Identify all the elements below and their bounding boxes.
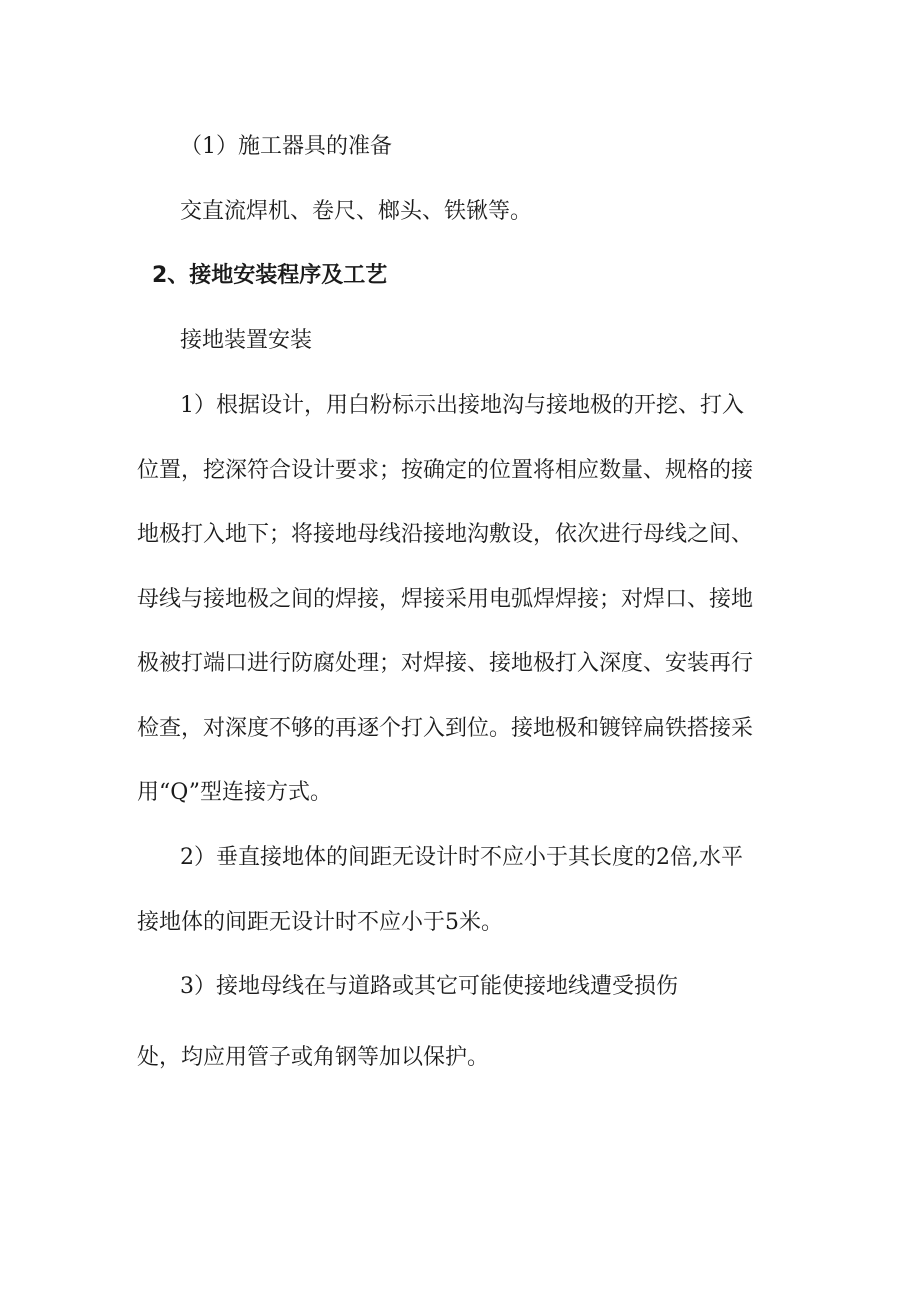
- para3-line-1: 3）接地母线在与道路或其它可能使接地线遭受损伤: [180, 974, 678, 999]
- item1-body: 交直流焊机、卷尺、榔头、铁锹等。: [180, 199, 533, 224]
- para1-line-7: 用“Q”型连接方式。: [137, 780, 332, 805]
- item1-heading: （1）施工器具的准备: [180, 134, 392, 159]
- para2-line-2: 接地体的间距无设计时不应小于5米。: [137, 910, 503, 935]
- para1-line-1: 1）根据设计，用白粉标示出接地沟与接地极的开挖、打入: [180, 393, 744, 418]
- para1-line-2: 位置，挖深符合设计要求；按确定的位置将相应数量、规格的接: [137, 458, 754, 483]
- para3-line-2: 处，均应用管子或角钢等加以保护。: [137, 1045, 490, 1070]
- para1-line-3: 地极打入地下；将接地母线沿接地沟敷设，依次进行母线之间、: [137, 522, 754, 547]
- subheading: 接地装置安装: [180, 328, 313, 353]
- section-heading: 2、接地安装程序及工艺: [152, 263, 388, 288]
- para1-line-4: 母线与接地极之间的焊接，焊接采用电弧焊焊接；对焊口、接地: [137, 587, 754, 612]
- para2-line-1: 2）垂直接地体的间距无设计时不应小于其长度的2倍,水平: [180, 845, 743, 870]
- para1-line-6: 检查，对深度不够的再逐个打入到位。接地极和镀锌扁铁搭接采: [137, 716, 754, 741]
- para1-line-5: 极被打端口进行防腐处理；对焊接、接地极打入深度、安装再行: [137, 651, 754, 676]
